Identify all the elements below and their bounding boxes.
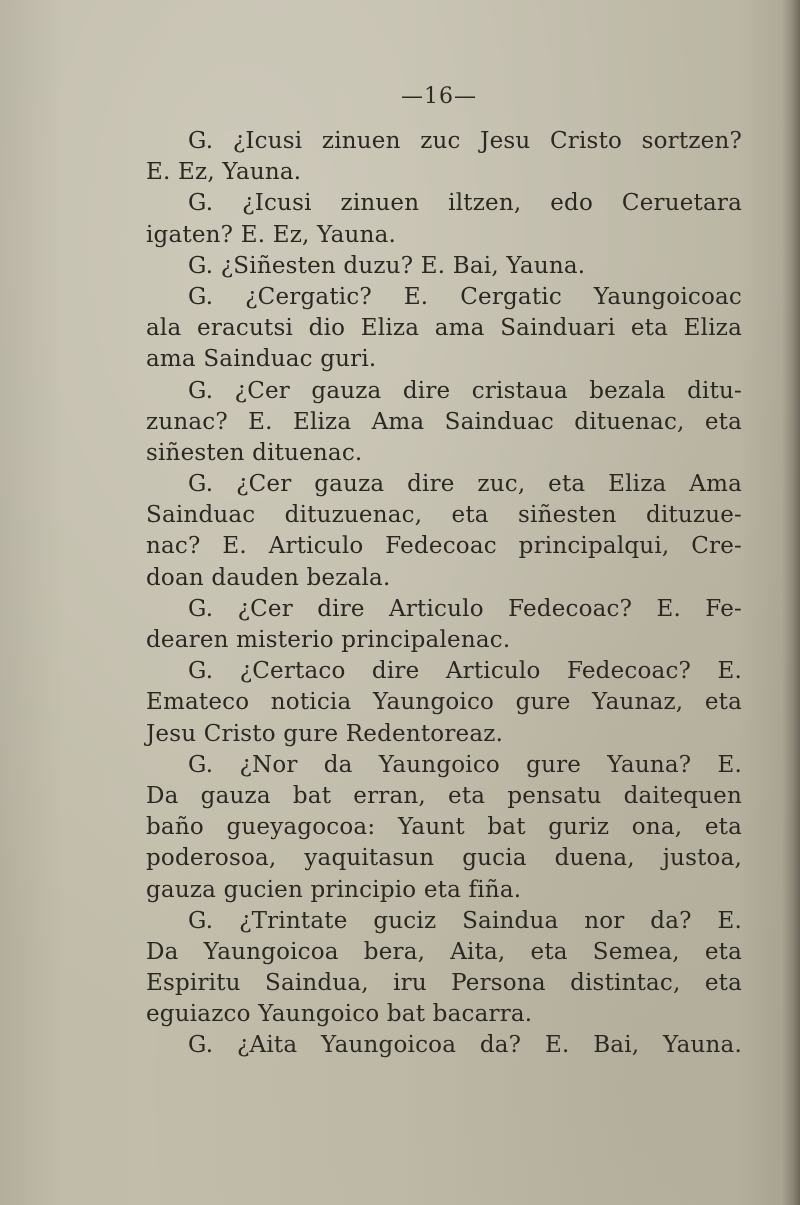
text-line: ama Sainduac guri.	[146, 346, 377, 373]
text-line: G. ¿Siñesten duzu? E. Bai, Yauna.	[188, 252, 586, 279]
text-line: Espiritu Saindua, iru Persona distintac, eta	[146, 970, 742, 997]
page-number: —16—	[401, 84, 477, 109]
text-line: Da gauza bat erran, eta pensatu daitequen	[146, 782, 742, 809]
text-line: G. ¿Icusi zinuen iltzen, edo Ceruetara	[188, 190, 742, 217]
text-line: zunac? E. Eliza Ama Sainduac dituenac, eta	[146, 408, 742, 435]
text-line: G. ¿Cer gauza dire zuc, eta Eliza Ama	[188, 471, 742, 498]
text-line: E. Ez, Yauna.	[146, 159, 302, 186]
text-line: Da Yaungoicoa bera, Aita, eta Semea, eta	[146, 938, 742, 965]
text-line: G. ¿Cergatic? E. Cergatic Yaungoicoac	[188, 283, 742, 310]
text-line: Sainduac dituzuenac, eta siñesten dituzue-	[146, 502, 742, 529]
text-line: G. ¿Cer gauza dire cristaua bezala ditu-	[188, 377, 742, 404]
text-line: doan dauden bezala.	[146, 564, 391, 591]
text-line: Emateco noticia Yaungoico gure Yaunaz, eta	[146, 689, 742, 716]
text-line: baño gueyagocoa: Yaunt bat guriz ona, eta	[146, 814, 742, 841]
text-line: nac? E. Articulo Fedecoac principalqui, Cre-	[146, 533, 742, 560]
text-line: dearen misterio principalenac.	[146, 627, 511, 653]
text-line: gauza gucien principio eta fiña.	[146, 876, 522, 903]
text-line: ala eracutsi dio Eliza ama Sainduari eta Eliza	[146, 315, 742, 342]
text-line: igaten? E. Ez, Yauna.	[146, 221, 397, 248]
page-edge-shadow	[782, 0, 800, 1205]
text-line: Jesu Cristo gure Redentoreaz.	[146, 720, 504, 747]
text-line: G. ¿Trintate guciz Saindua nor da? E.	[188, 907, 742, 934]
text-line: G. ¿Nor da Yaungoico gure Yauna? E.	[188, 751, 742, 778]
text-line: G. ¿Icusi zinuen zuc Jesu Cristo sortzen?	[188, 128, 742, 154]
text-line: siñesten dituenac.	[146, 439, 363, 466]
text-line: G. ¿Aita Yaungoicoa da? E. Bai, Yauna.	[188, 1032, 742, 1059]
text-line: poderosoa, yaquitasun gucia duena, justoa,	[146, 845, 742, 872]
text-line: eguiazco Yaungoico bat bacarra.	[146, 1001, 533, 1028]
catechism-text	[146, 126, 742, 1062]
text-line: G. ¿Certaco dire Articulo Fedecoac? E.	[188, 658, 742, 685]
text-line: G. ¿Cer dire Articulo Fedecoac? E. Fe-	[188, 595, 742, 622]
